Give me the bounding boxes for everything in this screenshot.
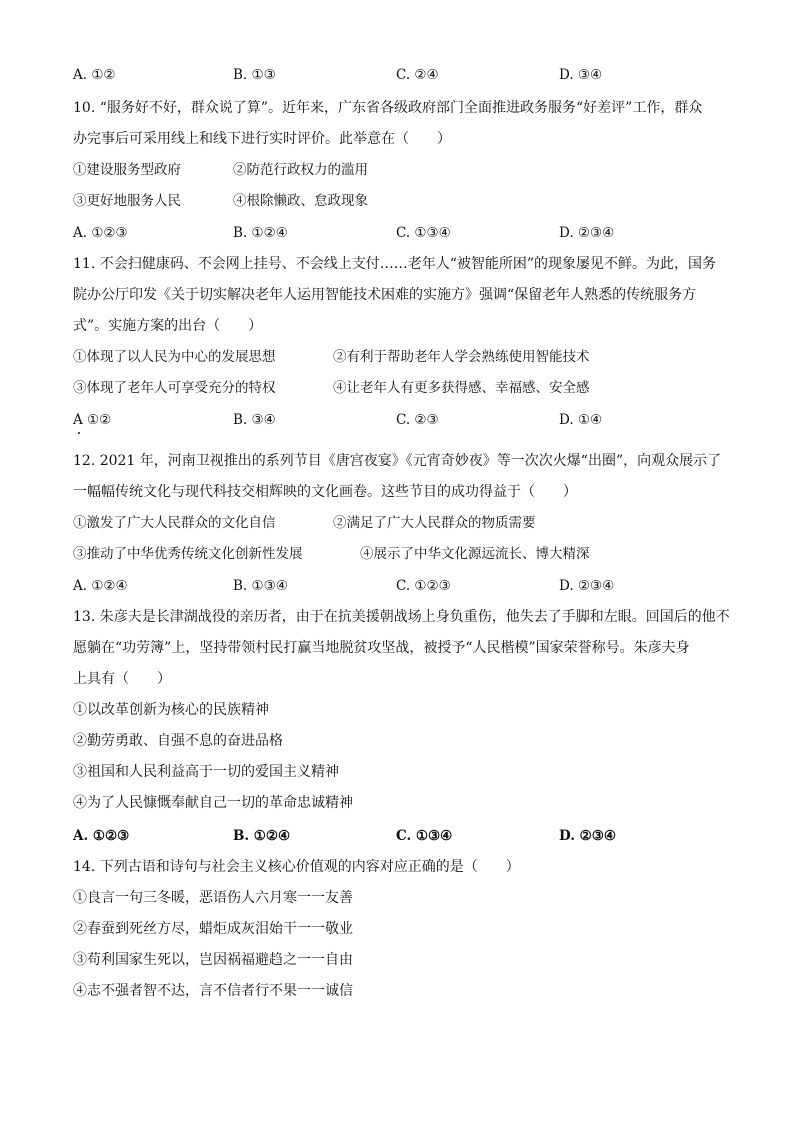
q10-item-3: ③更好地服务人民 [73,193,181,209]
q11-option-b[interactable]: B. ③④ [233,412,276,428]
q13-option-d[interactable]: D. ②③④ [559,828,616,844]
q12-items-row-1 [73,512,733,534]
q11-items-row-1 [73,346,733,368]
q10-option-c[interactable]: C. ①③④ [396,225,451,241]
q13-stem-line-3: 上具有（ ） [73,671,171,687]
q12-item-2: ②满足了广大人民群众的物质需要 [333,515,536,531]
q11-items-row-2 [73,377,733,399]
q12-item-4: ④展示了中华文化源远流长、博大精深 [360,546,590,562]
q12-option-a[interactable]: A. ①②④ [73,578,128,594]
q14-item-2: ②春蚕到死丝方尽，蜡炬成灰泪始干一一敬业 [73,921,353,937]
q12-option-d[interactable]: D. ②③④ [559,578,615,594]
q12-item-1: ①激发了广大人民群众的文化自信 [73,515,276,531]
q9-option-a[interactable]: A. ①② [73,67,116,83]
stray-dot [78,432,80,434]
q11-item-4: ④让老年人有更多获得感、幸福感、安全感 [333,380,590,396]
q11-item-3: ③体现了老年人可享受充分的特权 [73,380,276,396]
q13-stem-line-2: 愿躺在“功劳簿”上，坚持带领村民打赢当地脱贫攻坚战，被授予“人民楷模”国家荣誉称号。朱彦夫身 [73,640,690,656]
q12-option-b[interactable]: B. ①③④ [233,578,288,594]
q10-stem-line-1: 10. “服务好不好，群众说了算”。近年来，广东省各级政府部门全面推进政务服务“好差评”工作，群众 [73,100,703,116]
q11-option-d[interactable]: D. ①④ [559,412,603,428]
q9-option-b[interactable]: B. ①③ [233,67,276,83]
q10-option-d[interactable]: D. ②③④ [559,225,615,241]
q12-stem-line-2: 一幅幅传统文化与现代科技交相辉映的文化画卷。这些节目的成功得益于（ ） [73,484,577,500]
q10-options [73,222,733,244]
q11-options [73,409,733,431]
q13-item-2: ②勤劳勇敢、自强不息的奋进品格 [73,733,283,749]
q10-option-b[interactable]: B. ①②④ [233,225,288,241]
q11-item-1: ①体现了以人民为中心的发展思想 [73,349,276,365]
q10-stem-line-2: 办完事后可采用线上和线下进行实时评价。此举意在（ ） [73,131,451,147]
q14-item-4: ④志不强者智不达，言不信者行不果一一诚信 [73,983,353,999]
q10-option-a[interactable]: A. ①②③ [73,225,128,241]
q12-item-3: ③推动了中华优秀传统文化创新性发展 [73,546,303,562]
q13-item-4: ④为了人民慷慨奉献自己一切的革命忠诚精神 [73,795,353,811]
q11-stem-line-1: 11. 不会扫健康码、不会网上挂号、不会线上支付……老年人“被智能所困”的现象屡见不鲜。为此，国务 [73,256,717,272]
q10-item-1: ①建设服务型政府 [73,162,181,178]
q12-option-c[interactable]: C. ①②③ [396,578,451,594]
q13-option-a[interactable]: A. ①②③ [73,828,130,844]
q13-option-b[interactable]: B. ①②④ [233,828,291,844]
q12-options [73,575,733,597]
q14-stem-line-1: 14. 下列古语和诗句与社会主义核心价值观的内容对应正确的是（ ） [73,859,520,875]
q11-option-c[interactable]: C. ②③ [396,412,439,428]
q13-option-c[interactable]: C. ①③④ [396,828,453,844]
q13-options [73,825,733,847]
q10-items-row-2 [73,190,733,212]
q9-option-d[interactable]: D. ③④ [559,67,603,83]
q11-item-2: ②有利于帮助老年人学会熟练使用智能技术 [333,349,590,365]
q10-items-row-1 [73,159,733,181]
q11-option-a[interactable]: A ①② [73,412,112,428]
q13-item-1: ①以改革创新为核心的民族精神 [73,702,269,718]
q12-items-row-2 [73,543,733,565]
q14-item-3: ③苟利国家生死以，岂因祸福避趋之一一自由 [73,952,353,968]
q14-item-1: ①良言一句三冬暖，恶语伤人六月寒一一友善 [73,890,353,906]
q13-item-3: ③祖国和人民利益高于一切的爱国主义精神 [73,764,339,780]
q11-stem-line-2: 院办公厅印发《关于切实解决老年人运用智能技术困难的实施方》强调“保留老年人熟悉的传统服务方 [73,287,697,303]
q10-item-4: ④根除懒政、怠政现象 [233,193,368,209]
q12-stem-line-1: 12. 2021 年，河南卫视推出的系列节目《唐宫夜宴》《元宵奇妙夜》等一次次火爆“出圈”，向观众展示了 [73,453,722,469]
q9-option-c[interactable]: C. ②④ [396,67,439,83]
q11-stem-line-3: 式”。实施方案的出台（ ） [73,318,263,334]
q13-stem-line-1: 13. 朱彦夫是长津湖战役的亲历者，由于在抗美援朝战场上身负重伤，他失去了手脚和左眼。回国后的他不 [73,609,730,625]
q10-item-2: ②防范行政权力的滥用 [233,162,368,178]
q9-options [73,64,733,86]
